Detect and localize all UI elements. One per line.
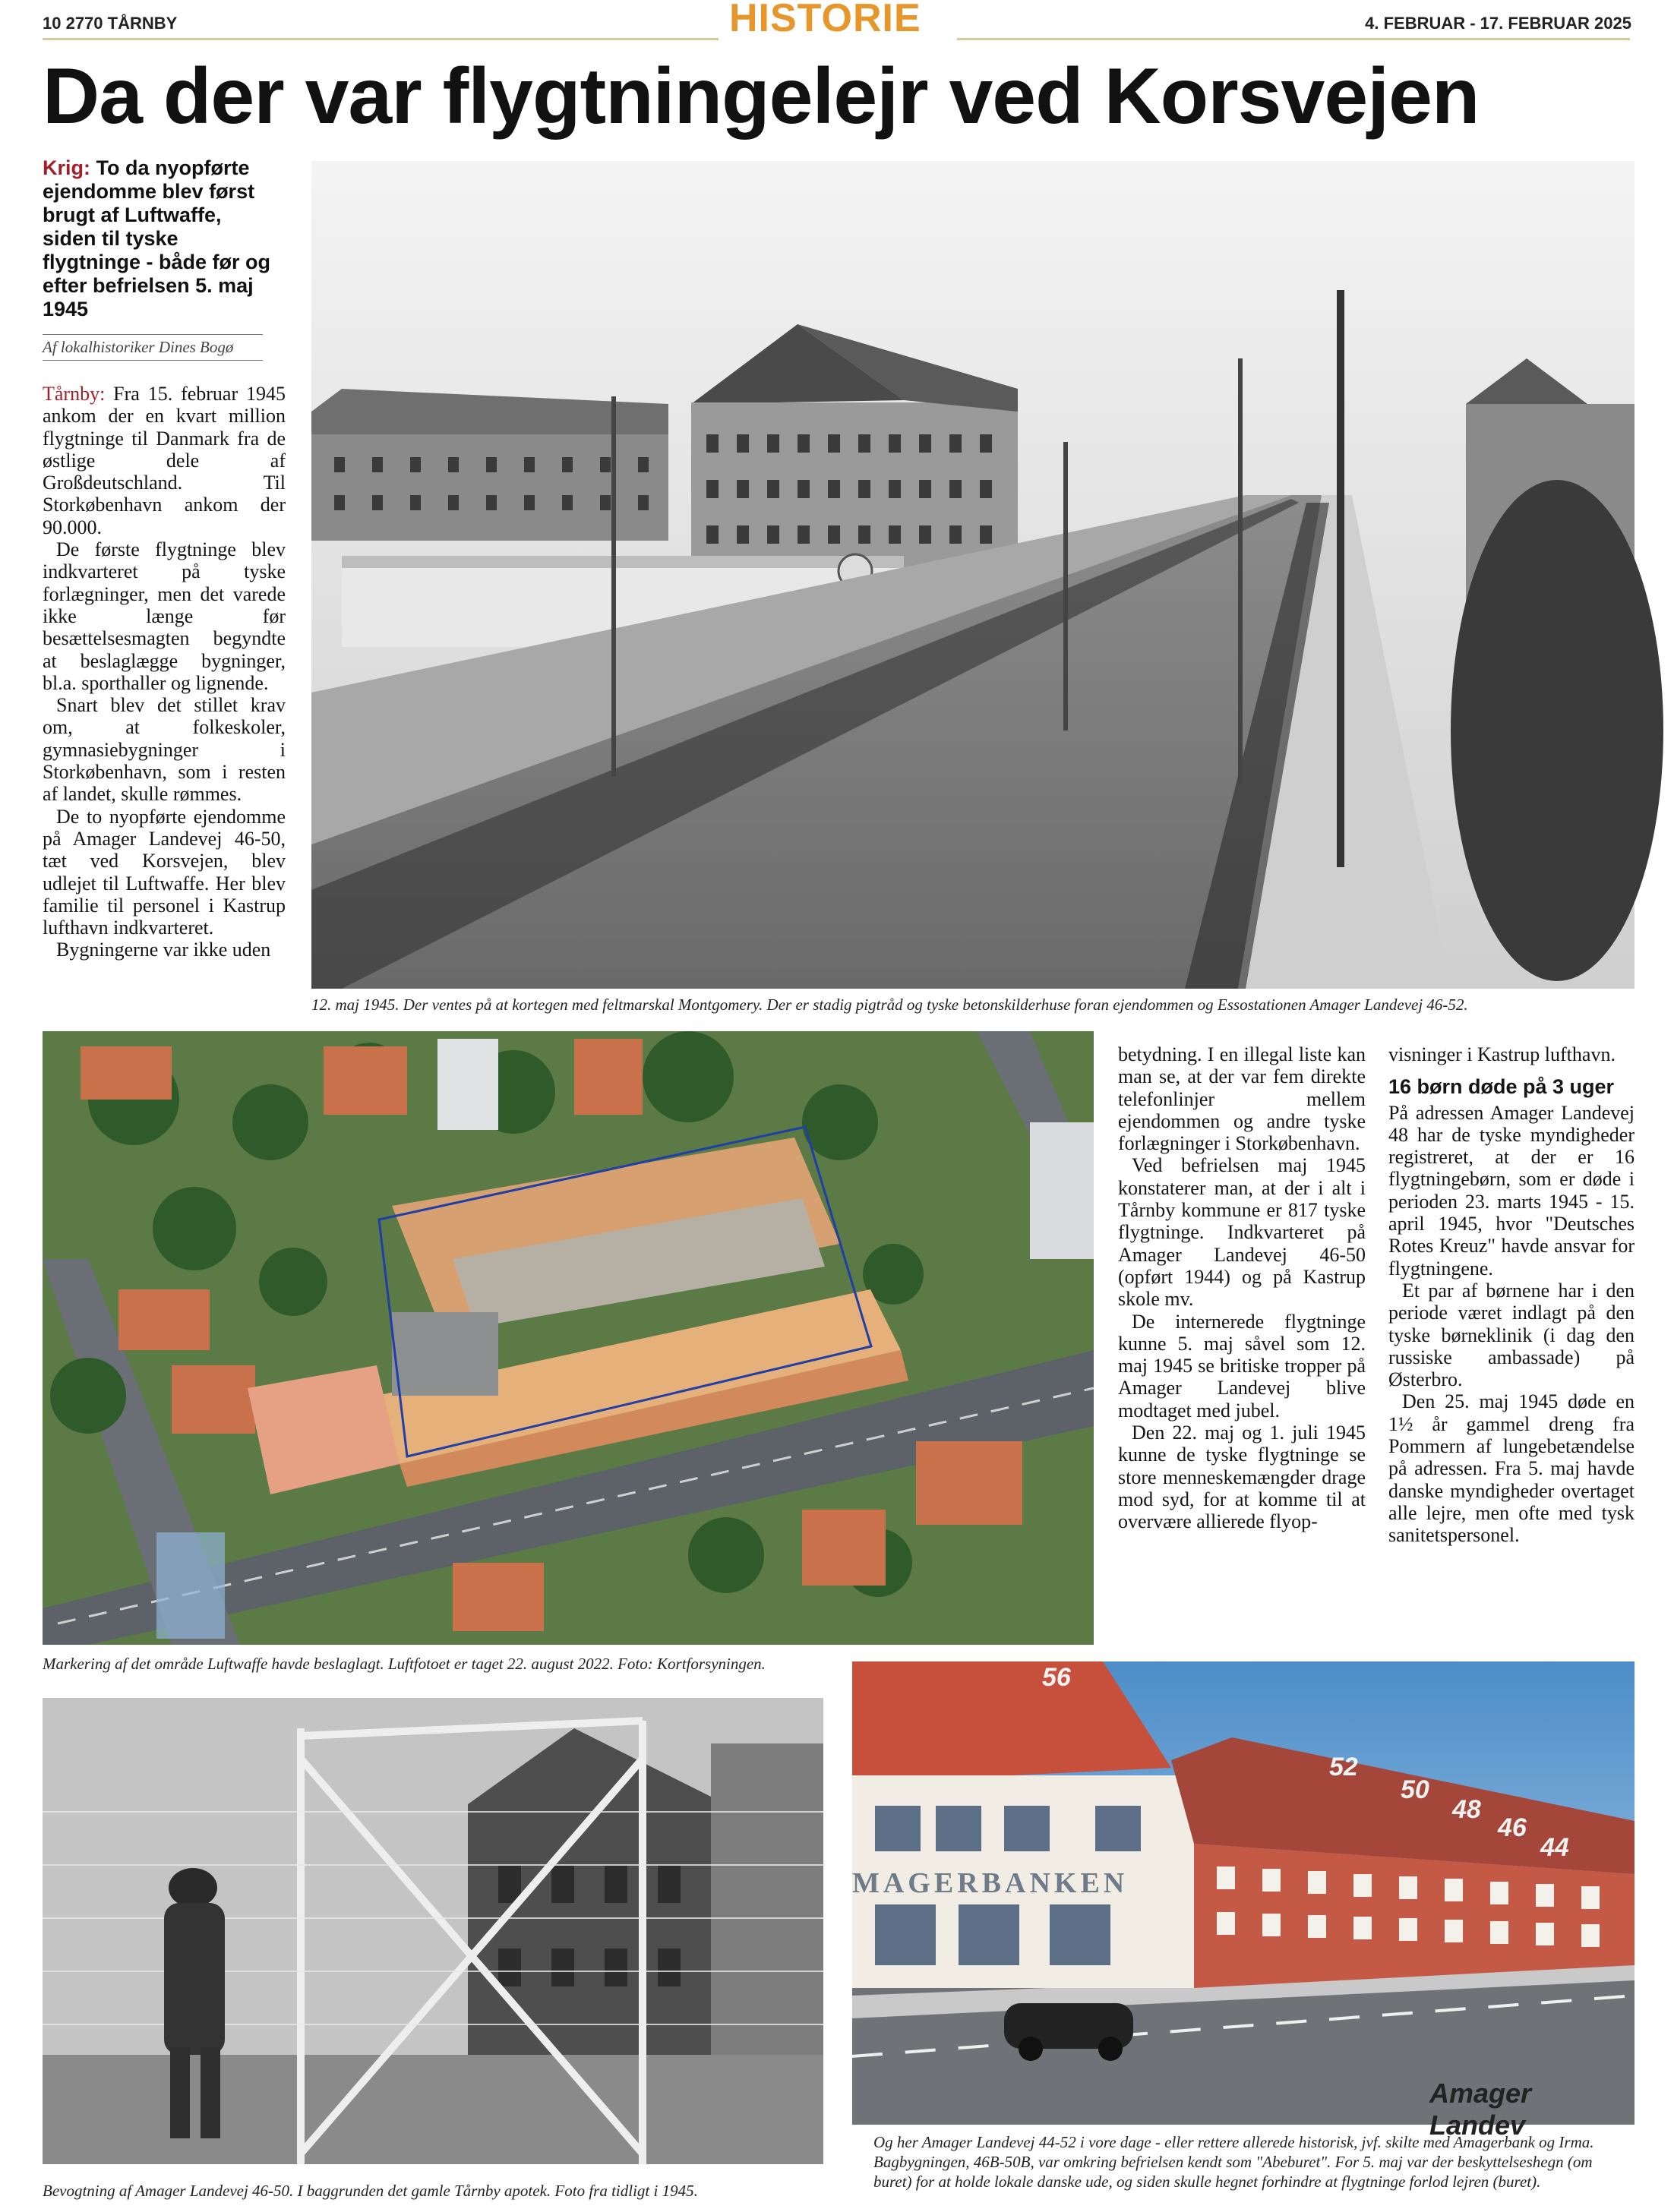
paragraph: På adressen Amager Landevej 48 har de tyske myndigheder registreret, at der er 16 flygtningebørn, som er døde i perioden 23. marts 1945 - 15. april 1945, hvor "Deutsches Rotes Kreuz" havde ansvar for flygtningene. bbox=[1388, 1101, 1635, 1280]
photo-street-1945 bbox=[311, 161, 1635, 989]
house-number-48: 48 bbox=[1452, 1795, 1481, 1824]
house-number-46: 46 bbox=[1498, 1813, 1527, 1842]
body-column-2 bbox=[1118, 1043, 1366, 1533]
byline: Af lokalhistoriker Dines Bogø bbox=[43, 334, 263, 361]
paragraph: De internerede flygtninge kunne 5. maj såvel som 12. maj 1945 se britiske tropper på Amager Landevej blive modtaget med jubel. bbox=[1118, 1310, 1366, 1422]
paragraph: De to nyopførte ejendomme på Amager Landevej 46-50, tæt ved Korsvejen, blev udlejet til Luftwaffe. Her blev familie til personel i Kastrup lufthavn indkvarteret. bbox=[43, 805, 286, 939]
paragraph: Ved befrielsen maj 1945 konstaterer man, at der i alt i Tårnby kommune er 817 tyske flygtninge. Indkvarteret på Amager Landevej 46-50 (opført 1944) og på Kastrup skole mv. bbox=[1118, 1154, 1366, 1311]
paragraph: betydning. I en illegal liste kan man se, at der var fem direkte telefonlinjer mellem ejendommen og andre tyske forlægninger i Storkøbenhavn. bbox=[1118, 1043, 1366, 1155]
location-tag: Tårnby: bbox=[43, 383, 106, 405]
issue-date: 4. FEBRUAR - 17. FEBRUAR 2025 bbox=[1365, 14, 1631, 33]
paragraph: Den 25. maj 1945 døde en 1½ år gammel dreng fra Pommern af lungebetændelse på adressen. Fra 5. maj havde danske myndigheder overtaget alle lejre, men ofte med tysk sanitetspersonel. bbox=[1388, 1390, 1635, 1547]
caption-photo-2: Markering af det område Luftwaffe havde beslaglagt. Luftfotoet er taget 22. august 2022. Foto: Kortforsyningen. bbox=[43, 1655, 766, 1673]
deck-kicker: Krig: bbox=[43, 156, 90, 179]
body-column-1 bbox=[43, 383, 286, 961]
subheading: 16 børn døde på 3 uger bbox=[1388, 1075, 1615, 1099]
deck bbox=[43, 156, 278, 321]
page-info: 10 2770 TÅRNBY bbox=[43, 14, 178, 33]
photo-guard-1945 bbox=[43, 1698, 823, 2164]
photo-amager-landevej-today bbox=[852, 1661, 1635, 2141]
paragraph bbox=[43, 383, 286, 538]
caption-photo-1: 12. maj 1945. Der ventes på at kortegen med feltmarskal Montgomery. Der er stadig pigtråd og tyske betonskilderhuse foran ejendommen og Essostationen Amager Landevej 46-52. bbox=[311, 996, 1468, 1014]
paragraph: De første flygtninge blev indkvarteret på tyske forlægninger, men det varede ikke længe før besættelsesmagten begyndte at beslaglægge bygninger, bl.a. sporthaller og lignende. bbox=[43, 538, 286, 694]
photo-aerial-2022 bbox=[43, 1031, 1094, 1645]
header-rule-right bbox=[957, 38, 1630, 40]
headline: Da der var flygtningelejr ved Korsvejen bbox=[43, 52, 1480, 140]
paragraph: visninger i Kastrup lufthavn. bbox=[1388, 1043, 1616, 1065]
caption-photo-4: Og her Amager Landevej 44-52 i vore dage - eller rettere allerede historisk, jvf. skilte med Amagerbank og Irma. Bagbygningen, 46B-50B, var omkring befrielsen kendt som "Abeburet". For 5. maj var der beskyttelseshegn (om buret) for at holde lokale danske ude, og siden skulle hegnet forhindre at flygtninge forlod lejren (buret). bbox=[873, 2133, 1594, 2191]
house-number-44: 44 bbox=[1540, 1833, 1569, 1862]
deck-text: To da nyopførte ejendomme blev først brugt af Luftwaffe, siden til tyske flygtninge - både før og efter befrielsen 5. maj 1945 bbox=[43, 156, 270, 320]
header-rule-left bbox=[43, 38, 719, 40]
house-number-52: 52 bbox=[1329, 1753, 1358, 1781]
paragraph: Bygningerne var ikke uden bbox=[56, 939, 271, 961]
paragraph: Et par af børnene har i den periode været indlagt på den tyske børneklinik (i dag den russiske ambassade) på Østerbro. bbox=[1388, 1279, 1635, 1391]
house-number-56: 56 bbox=[1042, 1663, 1071, 1692]
caption-photo-3: Bevogtning af Amager Landevej 46-50. I baggrunden det gamle Tårnby apotek. Foto fra tidligt i 1945. bbox=[43, 2182, 698, 2200]
street-label: Amager Landev bbox=[1429, 2078, 1532, 2141]
paragraph: Snart blev det stillet krav om, at folkeskoler, gymnasiebygninger i Storkøbenhavn, som i resten af landet, skulle rømmes. bbox=[43, 694, 286, 806]
paragraph: Den 22. maj og 1. juli 1945 kunne de tyske flygtninge se store menneskemængder drage mod syd, for at komme til at overvære allierede flyop- bbox=[1118, 1422, 1366, 1533]
body-column-3 bbox=[1388, 1043, 1635, 1547]
section-title: HISTORIE bbox=[729, 0, 921, 40]
paragraph-text: Fra 15. februar 1945 ankom der en kvart million flygtninge til Danmark fra de østlige dele af Großdeutschland. Til Storkøbenhavn ankom der 90.000. bbox=[43, 383, 286, 538]
bank-sign: MAGERBANKEN bbox=[852, 1867, 1129, 1899]
house-number-50: 50 bbox=[1401, 1775, 1429, 1804]
